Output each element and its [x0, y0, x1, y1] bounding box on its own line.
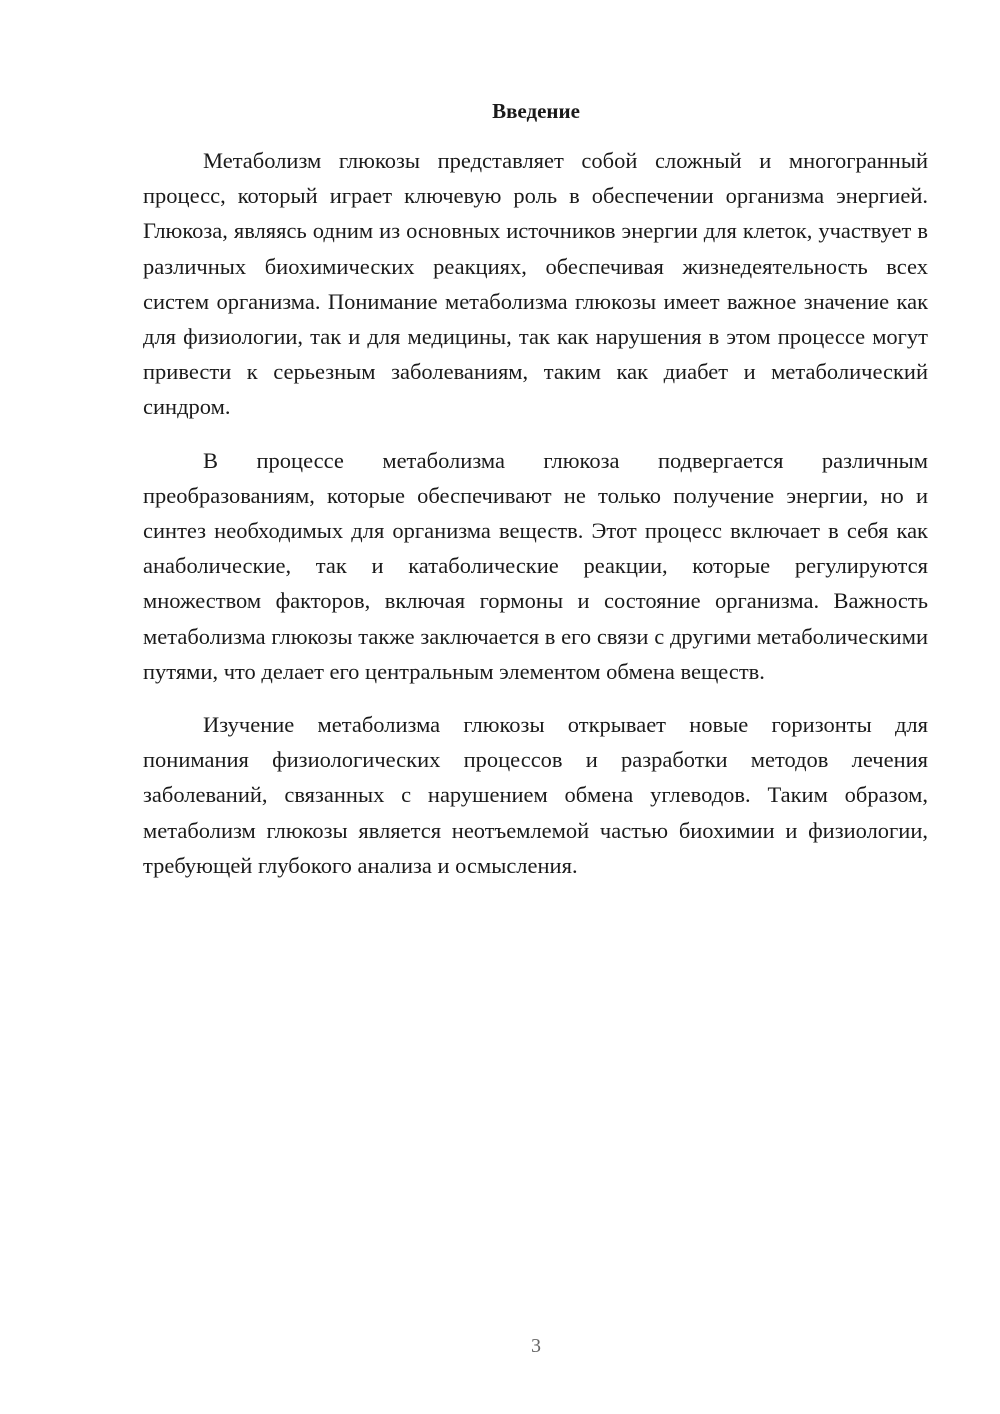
page-number: 3: [531, 1335, 541, 1357]
paragraph-2: В процессе метаболизма глюкоза подвергается различным преобразованиям, которые обеспечивают не только получение энергии, но и синтез необходимых для организма веществ. Этот процесс включает в себя как анаболические, так и катаболические реакции, которые регулируются множеством факторов, включая гормоны и состояние организма. Важность метаболизма глюкозы также заключается в его связи с другими метаболическими путями, что делает его центральным элементом обмена веществ.: [143, 447, 928, 684]
paragraph-1: Метаболизм глюкозы представляет собой сложный и многогранный процесс, который играет ключевую роль в обеспечении организма энергией. Глюкоза, являясь одним из основных источников энергии для клеток, участвует в различных биохимических реакциях, обеспечивая жизнедеятельность всех систем организма. Понимание метаболизма глюкозы имеет важное значение как для физиологии, так и для медицины, так как нарушения в этом процессе могут привести к серьезным заболеваниям, таким как диабет и метаболический синдром.: [143, 148, 928, 420]
paragraph-3: Изучение метаболизма глюкозы открывает новые горизонты для понимания физиологических процессов и разработки методов лечения заболеваний, связанных с нарушением обмена углеводов. Таким образом, метаболизм глюкозы является неотъемлемой частью биохимии и физиологии, требующей глубокого анализа и осмысления.: [143, 712, 928, 878]
body-text: [143, 143, 928, 901]
section-title: Введение: [492, 99, 580, 123]
